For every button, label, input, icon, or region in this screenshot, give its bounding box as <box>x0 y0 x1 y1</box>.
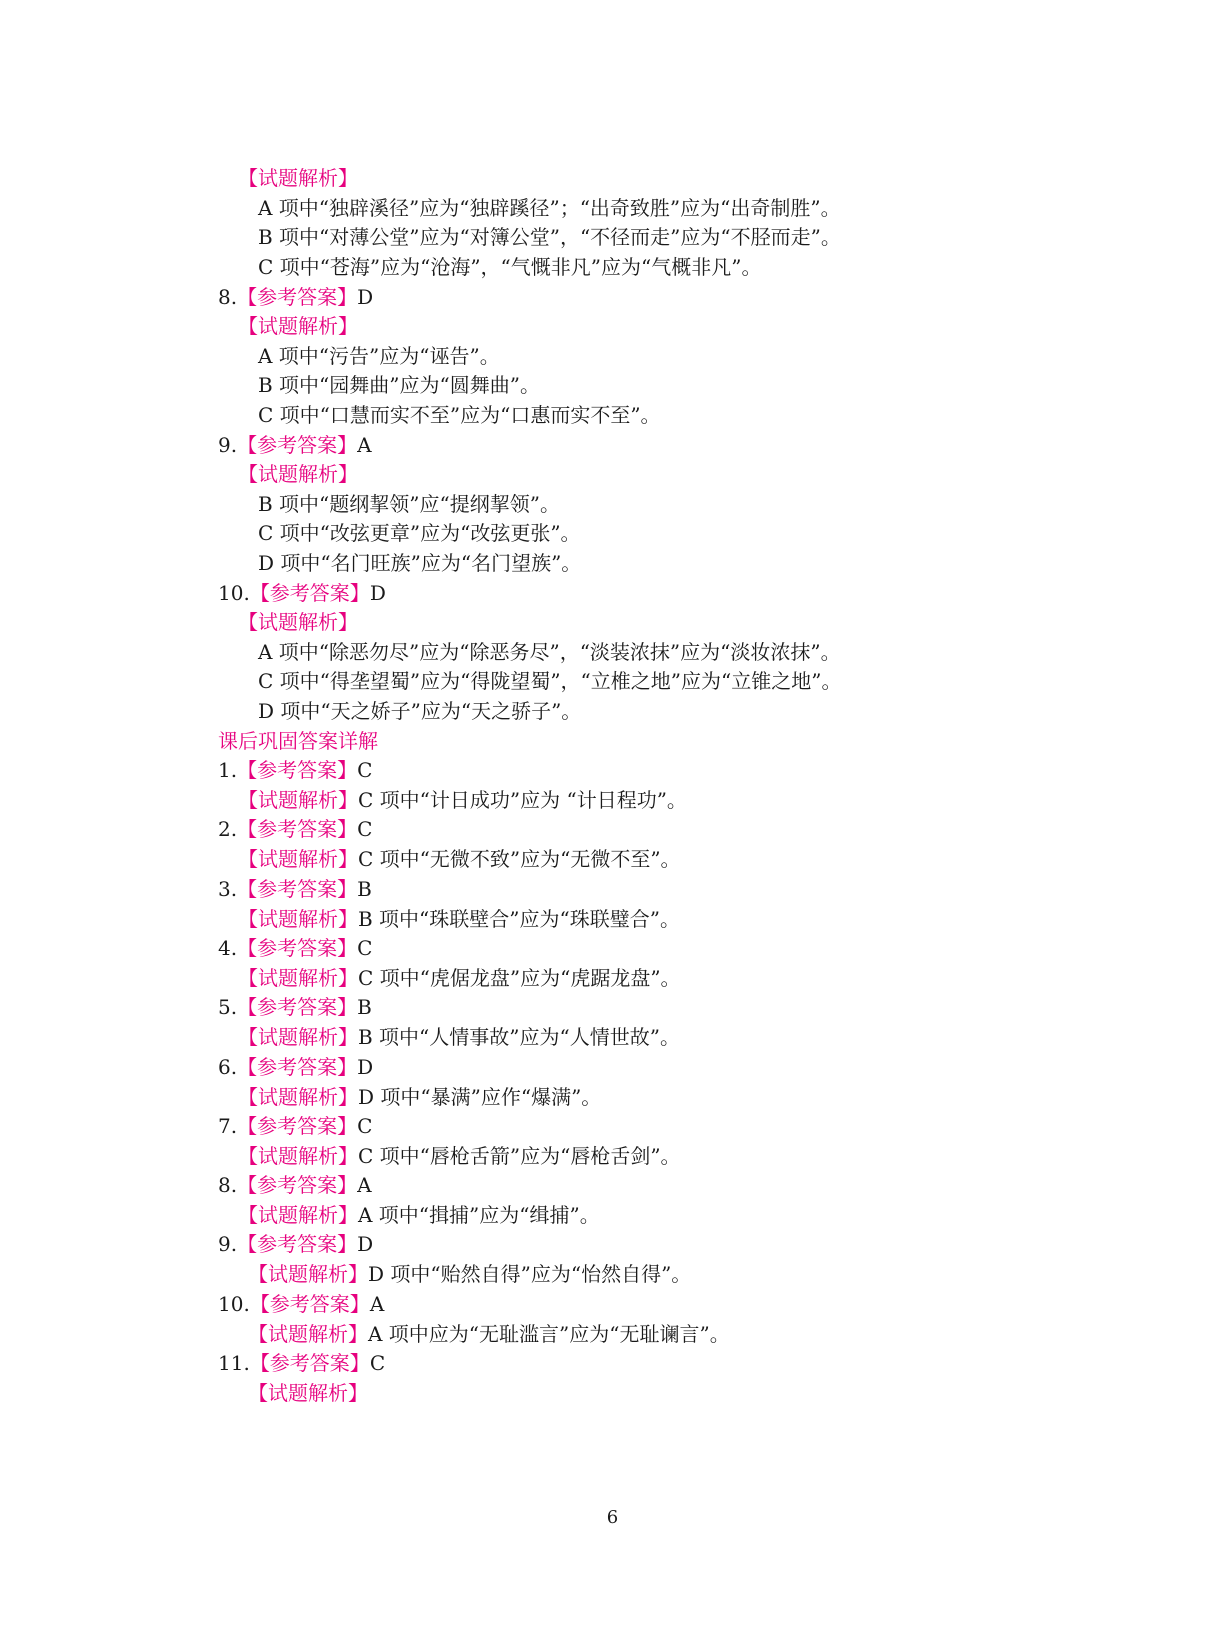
answer-label: 【参考答案】 <box>249 581 370 605</box>
analysis-line: B 项中“园舞曲”应为“圆舞曲”。 <box>258 373 540 397</box>
analysis-line: B 项中“题纲挈领”应“提纲挈领”。 <box>258 492 560 516</box>
question-number: 6. <box>218 1055 238 1079</box>
answer-line-q10 <box>218 580 386 606</box>
analysis-header-q9 <box>238 461 358 487</box>
answer-line <box>218 935 372 961</box>
analysis-line: C 项中“得垄望蜀”应为“得陇望蜀”，“立椎之地”应为“立锥之地”。 <box>258 669 842 693</box>
analysis-text: D 项中“暴满”应作“爆满”。 <box>358 1085 602 1109</box>
answer-label: 【参考答案】 <box>237 995 358 1019</box>
answer-label: 【参考答案】 <box>249 1351 370 1375</box>
analysis-line: D 项中“天之娇子”应为“天之骄子”。 <box>258 699 582 723</box>
analysis-line: A 项中“污告”应为“诬告”。 <box>258 344 500 368</box>
analysis-text: C 项中“计日成功”应为 “计日程功”。 <box>358 788 687 812</box>
analysis-line: A 项中“除恶勿尽”应为“除恶务尽”，“淡装浓抹”应为“淡妆浓抹”。 <box>258 640 841 664</box>
analysis-label: 【试题解析】 <box>248 1262 368 1286</box>
answer-line <box>218 1113 372 1139</box>
answer-line <box>218 1054 373 1080</box>
answer-value: C <box>369 1351 386 1375</box>
answer-line <box>218 994 372 1020</box>
question-number: 8. <box>218 285 238 309</box>
analysis-text: C 项中“无微不致”应为“无微不至”。 <box>358 847 681 871</box>
analysis-label: 【试题解析】 <box>238 847 358 871</box>
analysis-text: C 项中“唇枪舌箭”应为“唇枪舌剑”。 <box>358 1144 681 1168</box>
answer-line <box>218 757 372 783</box>
answer-value: D <box>369 581 386 605</box>
analysis-line: D 项中“名门旺族”应为“名门望族”。 <box>258 551 582 575</box>
question-number: 9. <box>218 1232 238 1256</box>
analysis-line: C 项中“苍海”应为“沧海”，“气慨非凡”应为“气概非凡”。 <box>258 255 762 279</box>
answer-label: 【参考答案】 <box>237 433 358 457</box>
analysis-label: 【试题解析】 <box>238 462 358 486</box>
analysis-text: A 项中应为“无耻滥言”应为“无耻谰言”。 <box>368 1322 730 1346</box>
question-number: 10. <box>218 1292 250 1316</box>
answer-line-q8 <box>218 284 373 310</box>
analysis-label: 【试题解析】 <box>238 1025 358 1049</box>
analysis-label: 【试题解析】 <box>248 1381 368 1405</box>
answer-label: 【参考答案】 <box>237 1114 358 1138</box>
analysis-line <box>238 787 687 813</box>
answer-value: C <box>357 1114 373 1138</box>
analysis-line <box>248 1321 730 1347</box>
analysis-text: D 项中“贻然自得”应为“怡然自得”。 <box>368 1262 692 1286</box>
analysis-text: B 项中“人情事故”应为“人情世故”。 <box>358 1025 680 1049</box>
analysis-line <box>238 1084 601 1110</box>
answer-line-q9 <box>218 432 372 458</box>
answer-label: 【参考答案】 <box>237 936 358 960</box>
analysis-label: 【试题解析】 <box>238 907 358 931</box>
answer-value: C <box>357 936 373 960</box>
answer-label: 【参考答案】 <box>237 285 358 309</box>
answer-label: 【参考答案】 <box>237 1232 358 1256</box>
answer-value: D <box>357 1055 374 1079</box>
answer-label: 【参考答案】 <box>237 1173 358 1197</box>
answer-value: D <box>357 285 374 309</box>
analysis-label: 【试题解析】 <box>238 1144 358 1168</box>
answer-value: B <box>357 995 372 1019</box>
analysis-line <box>248 1380 368 1406</box>
answer-value: A <box>369 1292 385 1316</box>
analysis-line <box>238 1143 681 1169</box>
analysis-line: C 项中“口慧而实不至”应为“口惠而实不至”。 <box>258 403 661 427</box>
answer-line <box>218 1350 385 1376</box>
analysis-line <box>238 1024 680 1050</box>
answer-label: 【参考答案】 <box>237 1055 358 1079</box>
analysis-line <box>248 1261 691 1287</box>
answer-line <box>218 1231 373 1257</box>
answer-value: A <box>357 1173 372 1197</box>
answer-label: 【参考答案】 <box>237 758 358 782</box>
answer-line <box>218 816 372 842</box>
analysis-line <box>238 1202 600 1228</box>
answer-label: 【参考答案】 <box>249 1292 370 1316</box>
analysis-header-q7 <box>238 165 358 191</box>
answer-value: C <box>357 758 373 782</box>
analysis-line <box>238 846 681 872</box>
answer-line <box>218 876 372 902</box>
analysis-header-q8 <box>238 313 358 339</box>
analysis-text: A 项中“揖捕”应为“缉捕”。 <box>358 1203 600 1227</box>
question-number: 10. <box>218 581 250 605</box>
analysis-label: 【试题解析】 <box>238 610 358 634</box>
question-number: 1. <box>218 758 238 782</box>
analysis-label: 【试题解析】 <box>238 166 358 190</box>
analysis-text: C 项中“虎倨龙盘”应为“虎踞龙盘”。 <box>358 966 681 990</box>
analysis-label: 【试题解析】 <box>238 314 358 338</box>
answer-line <box>218 1291 384 1317</box>
analysis-label: 【试题解析】 <box>238 966 358 990</box>
analysis-label: 【试题解析】 <box>238 788 358 812</box>
analysis-text: B 项中“珠联壁合”应为“珠联璧合”。 <box>358 907 680 931</box>
question-number: 5. <box>218 995 238 1019</box>
question-number: 7. <box>218 1114 238 1138</box>
question-number: 3. <box>218 877 238 901</box>
question-number: 8. <box>218 1173 238 1197</box>
question-number: 4. <box>218 936 238 960</box>
analysis-line <box>238 906 680 932</box>
answer-value: D <box>357 1232 374 1256</box>
answer-value: B <box>357 877 372 901</box>
analysis-line: C 项中“改弦更章”应为“改弦更张”。 <box>258 521 581 545</box>
analysis-line <box>238 965 681 991</box>
answer-label: 【参考答案】 <box>237 877 358 901</box>
answer-line <box>218 1172 372 1198</box>
question-number: 11. <box>218 1351 250 1375</box>
section-title: 课后巩固答案详解 <box>218 729 378 753</box>
analysis-line: A 项中“独辟溪径”应为“独辟蹊径”；“出奇致胜”应为“出奇制胜”。 <box>258 196 841 220</box>
answer-value: A <box>357 433 372 457</box>
question-number: 9. <box>218 433 238 457</box>
analysis-header-q10 <box>238 609 358 635</box>
answer-label: 【参考答案】 <box>237 817 358 841</box>
question-number: 2. <box>218 817 238 841</box>
answer-value: C <box>357 817 373 841</box>
analysis-label: 【试题解析】 <box>238 1203 358 1227</box>
page-number: 6 <box>606 1507 619 1528</box>
analysis-line: B 项中“对薄公堂”应为“对簿公堂”，“不径而走”应为“不胫而走”。 <box>258 225 841 249</box>
analysis-label: 【试题解析】 <box>238 1085 358 1109</box>
analysis-label: 【试题解析】 <box>248 1322 368 1346</box>
